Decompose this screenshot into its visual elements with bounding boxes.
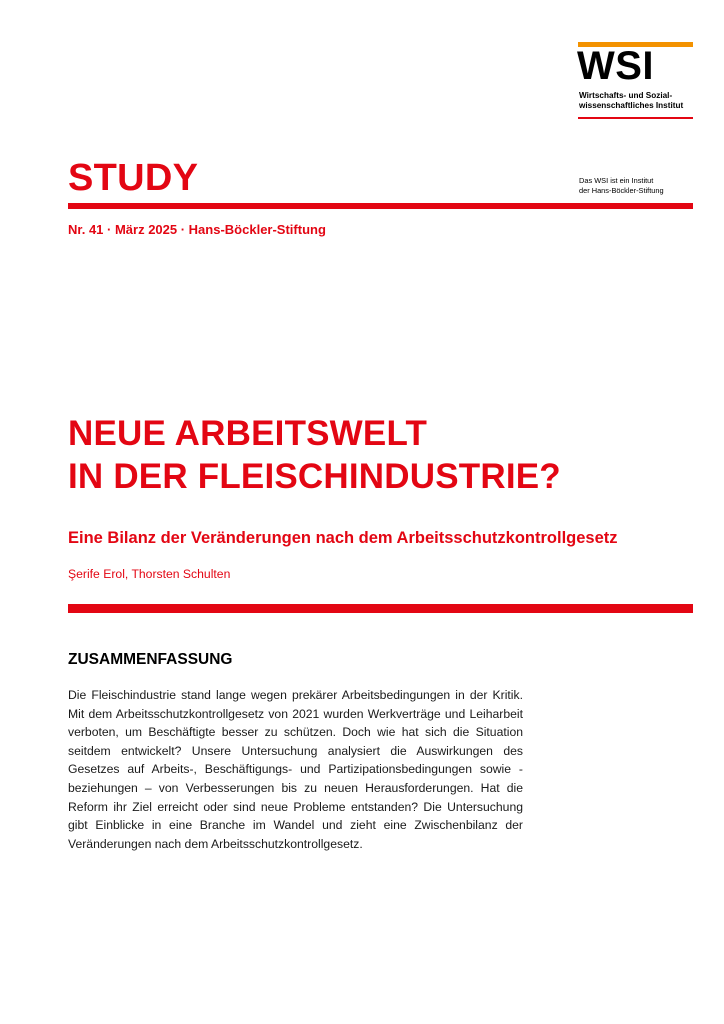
- summary-text: Die Fleischindustrie stand lange wegen prekärer Arbeitsbedingungen in der Kritik. Mit dem Arbeitsschutzkontrollgesetz von 2021 wurden Werkverträge und Leiharbeit verboten, um Beschäftigte besser zu schützen. Doch wie hat sich die Situation seitdem entwickelt? Unsere Untersuchung analysiert die Auswirkungen des Gesetzes auf Arbeits-, Beschäftigungs- und Partizipationsbedingungen sowie -beziehungen – von Verbesserungen bis zu neuen Herausforderungen. Hat die Reform ihr Ziel erreicht oder sind neue Probleme entstanden? Die Untersuchung gibt Einblicke in eine Branche im Wandel und zieht eine Zwischenbilanz der Veränderungen nach dem Arbeitsschutzkontrollgesetz.: [68, 688, 523, 851]
- title-rule: [68, 604, 693, 613]
- main-title-line1: NEUE ARBEITSWELT: [68, 414, 428, 453]
- institute-note-line2: der Hans-Böckler-Stiftung: [579, 185, 664, 195]
- institute-note-line1: Das WSI ist ein Institut: [579, 176, 654, 185]
- subtitle: Eine Bilanz der Veränderungen nach dem Arbeitsschutzkontrollgesetz: [68, 529, 618, 547]
- header-rule: [68, 203, 693, 209]
- series-title: STUDY: [68, 157, 199, 199]
- summary-heading: ZUSAMMENFASSUNG: [68, 651, 233, 668]
- logo-subtitle-line2: wissenschaftliches Institut: [579, 101, 684, 110]
- institute-note: [579, 176, 709, 195]
- logo-red-bar: [578, 117, 693, 119]
- authors: Şerife Erol, Thorsten Schulten: [68, 567, 231, 581]
- main-title-line2: IN DER FLEISCHINDUSTRIE?: [68, 457, 561, 496]
- logo-subtitle-line1: Wirtschafts- und Sozial-: [579, 91, 673, 100]
- main-title: [68, 412, 708, 498]
- wsi-logo: WSI: [577, 44, 655, 88]
- logo-subtitle: [579, 91, 697, 111]
- issue-meta: Nr. 41 · März 2025 · Hans-Böckler-Stiftung: [68, 222, 326, 237]
